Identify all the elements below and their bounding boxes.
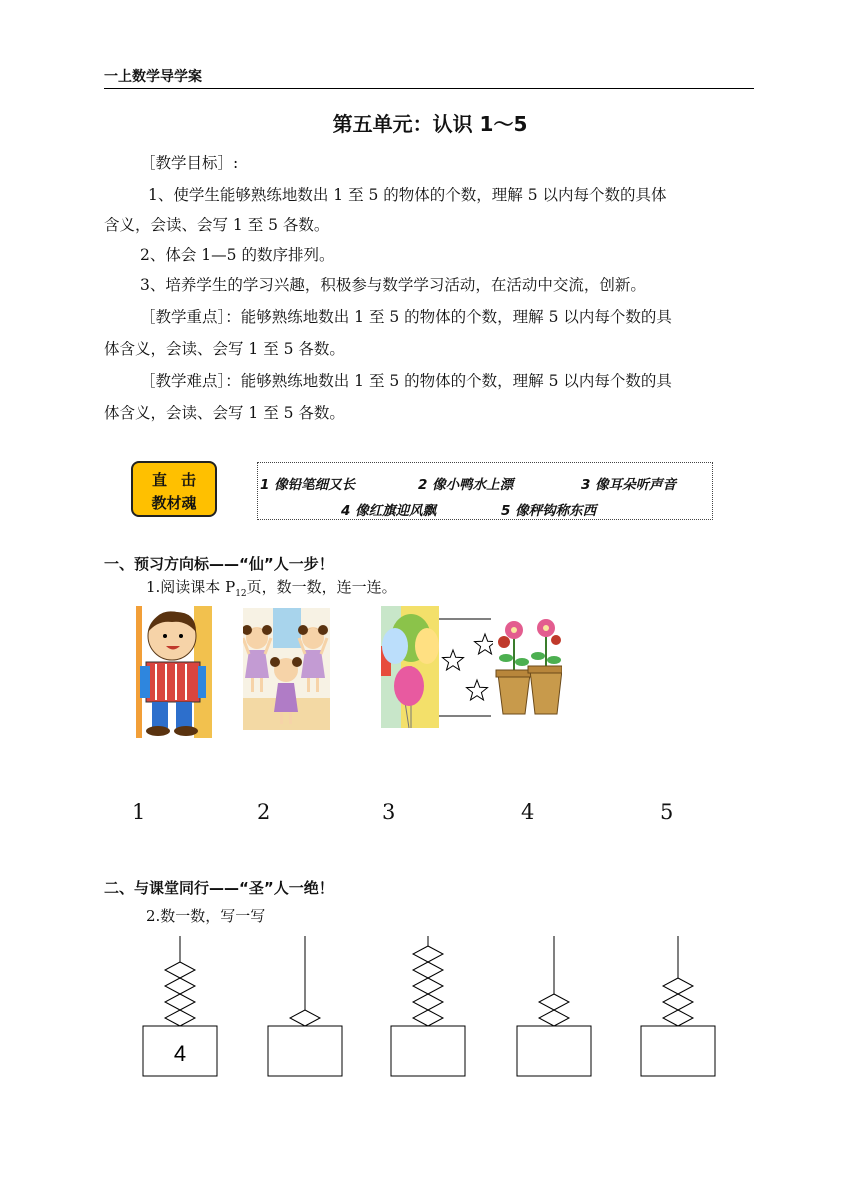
abacus-5 [641,936,715,1076]
rhyme-5: 5 像秤钩称东西 [501,503,597,519]
abacus-bead [413,962,443,978]
abacus-bead [165,962,195,978]
abacus-4 [517,936,591,1076]
abacus-bead [165,994,195,1010]
difficulties-line2: 体含义，会读、会写 1 至 5 各数。 [104,404,345,422]
section1-title: 一、预习方向标——“仙”人一步！ [104,555,334,573]
textbook-badge [131,461,217,517]
match-number-4: 4 [521,800,535,824]
abacus-bead [539,1010,569,1026]
objectives-heading: ［教学目标］: [140,154,239,172]
abacus-bead [539,994,569,1010]
number-rhyme-box [257,462,713,520]
badge-line1: 直击 [151,471,210,489]
header-divider [104,88,754,89]
balloons-stars-image [381,606,493,728]
key-points-line1: ［教学重点］：能够熟练地数出 1 至 5 的物体的个数，理解 5 以内每个数的具 [140,308,672,326]
answer-text: 4 [173,1041,187,1066]
three-girls-image [243,608,330,730]
abacus-bead [290,1010,320,1026]
rhyme-2: 2 像小鸭水上漂 [418,477,514,493]
abacus-bead [165,978,195,994]
header-title: 一上数学导学案 [104,69,202,85]
key-points-line2: 体含义，会读、会写 1 至 5 各数。 [104,340,345,358]
section1-instruction [146,576,397,599]
flower-pots-image [494,606,562,718]
abacus-2 [268,936,342,1076]
rhyme-3: 3 像耳朵听声音 [581,477,677,493]
objective-1-line1: 1、使学生能够熟练地数出 1 至 5 的物体的个数，理解 5 以内每个数的具体 [148,186,667,204]
abacus-bead [663,994,693,1010]
abacus-bead [413,1010,443,1026]
instruction-prefix: 1.阅读课本 P [146,578,236,596]
abacus-bead [413,994,443,1010]
abacus-bead [413,978,443,994]
document-title: 第五单元：认识 1～5 [332,112,528,136]
abacus-bead [663,1010,693,1026]
abacus-bead [663,978,693,994]
match-number-3: 3 [382,800,396,824]
answer-box[interactable] [517,1026,591,1076]
section2-title: 二、与课堂同行——“圣”人一绝！ [104,879,334,897]
section2-instruction: 2.数一数，写一写 [146,907,266,925]
abacus-bead [413,946,443,962]
abacus-1 [143,936,217,1076]
answer-box[interactable] [391,1026,465,1076]
abacus-exercise [0,930,860,1090]
instruction-suffix: 页，数一数，连一连。 [246,578,397,596]
rhyme-1: 1 像铅笔细又长 [260,477,356,493]
objective-2: 2、体会 1—5 的数序排列。 [140,246,335,264]
difficulties-line1: ［教学难点］：能够熟练地数出 1 至 5 的物体的个数，理解 5 以内每个数的具 [140,372,672,390]
rhyme-4: 4 像红旗迎风飘 [341,503,437,519]
boy-accordion-image [136,606,212,738]
objective-3: 3、培养学生的学习兴趣，积极参与数学学习活动，在活动中交流，创新。 [140,276,646,294]
abacus-3 [391,936,465,1076]
badge-line2: 教材魂 [151,494,197,512]
objective-1-line2: 含义，会读、会写 1 至 5 各数。 [104,216,330,234]
answer-box[interactable] [268,1026,342,1076]
abacus-bead [165,1010,195,1026]
page-subscript: 12 [235,589,247,599]
match-number-5: 5 [660,800,674,824]
answer-box[interactable] [641,1026,715,1076]
match-number-1: 1 [132,800,146,824]
match-number-2: 2 [257,800,271,824]
